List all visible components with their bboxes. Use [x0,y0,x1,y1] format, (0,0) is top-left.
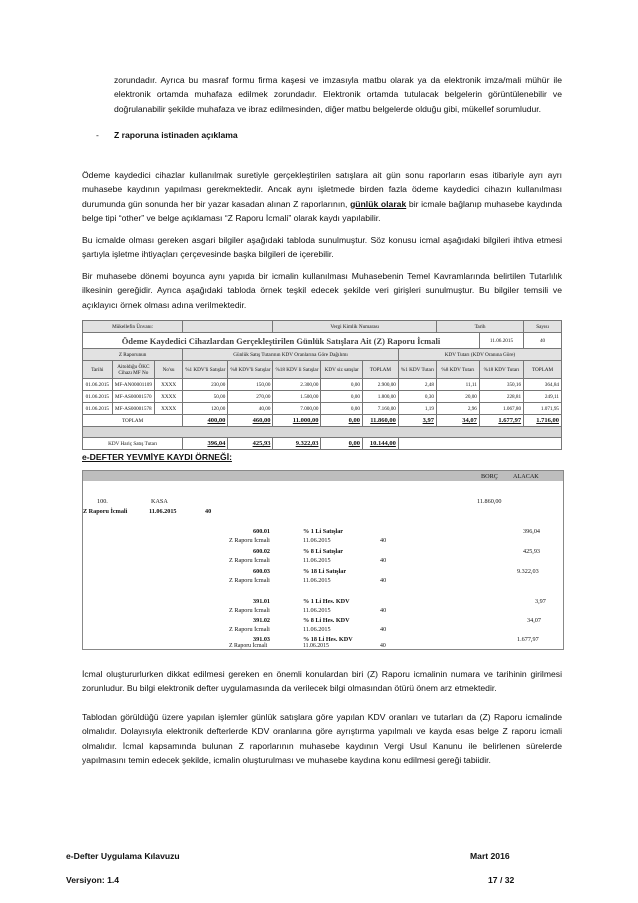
journal-main-date: 11.06.2015 [149,508,177,515]
entry-code: 391.01 [253,598,271,605]
table-cell: 01.06.2015 [83,391,113,403]
table-cell: XXXX [154,391,182,403]
col-header: %1 KDV Tutarı [398,361,436,379]
col-header: Aitoldığu ÖKC Cihazı MF No [112,361,154,379]
z-table-excl-row [83,438,562,450]
paragraph-1-text: Ödeme kaydedici cihazlar kullanılmak suretiyle gerçekleştirilen satışlara ait gün sonu raporların esas itibariyle ayrı ayrı muhasebe kaydının yapılması gerekmektedir. Ancak aynı işletmede birden fazla ödeme kaydedici cihazın kullanılması durumunda gün sonunda her bir yazar kasadan alınan Z raporlarının, [82,170,562,209]
taxpayer-value [183,321,273,333]
journal-main-doc: Z Raporu İcmali [83,508,128,515]
z-table-group-row [83,349,562,361]
entry-name: % 18 Li Satışlar [303,568,347,575]
entry-name: % 8 Li Hes. KDV [303,617,350,624]
excl-cell: 9.322,03 [273,438,321,450]
table-cell: 20,00 [436,391,479,403]
entry-name: % 8 Li Satışlar [303,548,344,555]
table-cell: 0,00 [321,403,363,415]
total-cell: 460,00 [228,415,273,427]
entry-doc: Z Raporu İcmali [229,607,270,614]
z-table-gap-row [83,427,562,438]
entry-amount: 34,07 [527,617,541,624]
paragraph-3: Bir muhasebe dönemi boyunca aynı yapıda bir icmalin kullanılması Muhasebenin Temel Kavramlarında belirtilen Tutarlılık ilkesinin gereğidir. Ayrıca aşağıdaki tabloda örnek teşkil edecek şekilde veri girişleri sunulmuştur. Bu bilgiler temsili ve açıklayıcı örnek olması adına verilmektedir. [82,271,562,310]
table-cell: 228,81 [479,391,523,403]
col-header: TOPLAM [362,361,398,379]
journal-main-code: 100. [97,498,108,505]
entry-name: % 18 Li Hes. KDV [303,636,353,643]
gap-cell [83,427,562,438]
entry-code: 600.03 [253,568,271,575]
z-table-top-row [83,321,562,333]
entry-code: 600.02 [253,548,271,555]
paragraph-1-highlight: günlük olarak [350,198,407,209]
footer-doc-title: e-Defter Uygulama Kılavuzu [66,851,180,861]
entry-no: 40 [380,643,386,649]
table-cell: 2.300,00 [273,379,321,391]
excl-cell: 10.144,00 [362,438,398,450]
entry-no: 40 [380,577,387,584]
entry-doc: Z Raporu İcmali [229,577,270,584]
group-daily: Günlük Satış Tutarının KDV Oranlarına Göre Dağılımı [183,349,399,361]
table-cell: 2,96 [436,403,479,415]
journal-main-amount: 11.860,00 [477,498,502,505]
entry-doc: Z Raporu İcmali [229,537,270,544]
journal-credit-header: ALACAK [513,473,539,480]
intro-paragraph: zorundadır. Ayrıca bu masraf formu firma kaşesi ve imzasıyla matbu olarak ya da elektronik imza/mali mühür ile elektronik ortamda muhafaza edilmek zorundadır. Elektronik ortamda tutulacak belgelerin görüntülenebilir ve doğrulanabilir şekilde muhafaza ve ibraz edilmesinden, diğer matbu belgelerde olduğu gibi, mükellef sorumludur. [114,75,562,114]
table-cell: 270,00 [228,391,273,403]
table-cell: 150,00 [228,379,273,391]
entry-doc: Z Raporu İcmali [229,626,270,633]
col-header: %1 KDV'li Satışlar [183,361,228,379]
journal-box [82,470,564,650]
total-cell: 1.677,97 [479,415,523,427]
table-row [83,391,562,403]
entry-amount: 396,04 [523,528,541,535]
z-table-header-row [83,361,562,379]
table-cell: 2,48 [398,379,436,391]
entry-amount: 425,93 [523,548,541,555]
group-kdv: KDV Tutarı (KDV Oranına Göre) [398,349,561,361]
entry-amount: 3,97 [535,598,546,605]
date-label: Tarih [436,321,523,333]
table-cell: 2.900,00 [362,379,398,391]
entry-amount: 9.322,03 [517,568,539,575]
table-cell: 249,11 [524,391,562,403]
entry-no: 40 [380,607,387,614]
col-header: TOPLAM [524,361,562,379]
entry-code: 391.02 [253,617,271,624]
total-label: TOPLAM [83,415,183,427]
no-label: Sayısı [524,321,562,333]
table-cell: MF-AS00001570 [112,391,154,403]
footer-date: Mart 2016 [470,851,510,861]
table-cell: MF-AS00001578 [112,403,154,415]
entry-no: 40 [380,537,387,544]
table-cell: XXXX [154,379,182,391]
entry-date: 11.06.2015 [303,626,331,633]
table-cell: 40,00 [228,403,273,415]
total-cell: 0,00 [321,415,363,427]
entry-date: 11.06.2015 [303,557,331,564]
table-cell: 01.06.2015 [83,403,113,415]
table-cell: 1,19 [398,403,436,415]
table-cell: 350,16 [479,379,523,391]
paragraph-1-text-end: bir icmale bağlanıp muhasebe kaydında belge tipi “other” ve belge açıklaması “Z Raporu İcmali” olarak kaydı yapılabilir. [82,198,562,223]
total-cell: 400,00 [183,415,228,427]
paragraph-5: Tablodan görüldüğü üzere yapılan işlemler günlük satışlara göre yapılan KDV oranları ve tutarları da (Z) Raporu icmalinde olmalıdır. Dolayısıyla elektronik defterlerde KDV oranlarına göre ayrıştırma yapılmalı ve kayda esas belge Z raporu icmali olmalıdır. İcmal kapsamında bulunan Z raporlarının muhasebe kaydının Vergi Usul Kanunu ile belirlenen sürelerde yapılmasını temin edecek şekilde, icmalin oluşturulması ve muhasebe kaydına konu edilmesi gereği tabiidir. [82,712,562,765]
total-cell: 1.716,00 [524,415,562,427]
excl-empty [398,438,561,450]
journal-main-no: 40 [205,508,212,515]
col-header: Tarihi [83,361,113,379]
entry-date: 11.06.2015 [303,607,331,614]
z-table-title-date: 11.06.2015 [479,333,523,349]
col-header: No'su [154,361,182,379]
entry-name: % 1 Li Hes. KDV [303,598,350,605]
table-cell: 7.000,00 [273,403,321,415]
table-cell: XXXX [154,403,182,415]
paragraph-2: Bu icmalde olması gereken asgari bilgiler aşağıdaki tabloda sunulmuştur. Söz konusu icmal aşağıdaki bilgileri ihtiva etmesi şartıyla işletme ihtiyaçları çerçevesinde başka bilgileri de içerebilir. [82,235,562,260]
z-table-title-row [83,333,562,349]
col-header: %18 KDV li Satışlar [273,361,321,379]
entry-doc: Z Raporu İcmali [229,643,268,649]
footer-version: Versiyon: 1.4 [66,875,120,885]
table-cell: 50,00 [183,391,228,403]
col-header: %8 KDV'li Satışlar [228,361,273,379]
taxpayer-label: Mükellefin Ünvanı: [83,321,183,333]
table-cell: 1.067,80 [479,403,523,415]
excl-cell: 396,04 [183,438,228,450]
total-cell: 3,97 [398,415,436,427]
table-cell: 01.06.2015 [83,379,113,391]
entry-no: 40 [380,626,387,633]
entry-amount: 1.677,97 [517,636,539,643]
table-row [83,379,562,391]
tax-id-label: Vergi Kimlik Numarası [273,321,437,333]
table-cell: 230,00 [183,379,228,391]
entry-date: 11.06.2015 [303,577,331,584]
paragraph-4: İcmal oluştururlurken dikkat edilmesi gereken en önemli konulardan biri (Z) Raporu icmalinin numara ve tarihinin girilmesi zorunludur. Bu bilgi elektronik defter uygulamasında da verilecek bilgi olmasından ötürü önem arz etmektedir. [82,669,562,694]
entry-doc: Z Raporu İcmali [229,557,270,564]
z-table-title-no: 40 [524,333,562,349]
total-cell: 34,07 [436,415,479,427]
table-cell: MF-AN00001109 [112,379,154,391]
col-header: KDV siz satışlar [321,361,363,379]
table-cell: 11,11 [436,379,479,391]
table-cell: 1.800,00 [362,391,398,403]
entry-code: 391.03 [253,636,271,643]
entry-no: 40 [380,557,387,564]
col-header: %8 KDV Tutarı [436,361,479,379]
entry-date: 11.06.2015 [303,643,329,649]
excl-cell: 425,93 [228,438,273,450]
section-bullet: - [96,130,99,140]
table-row [83,403,562,415]
col-header: %18 KDV Tutarı [479,361,523,379]
entry-date: 11.06.2015 [303,537,331,544]
z-table-title: Ödeme Kaydedici Cihazlardan Gerçekleştirilen Günlük Satışlara Ait (Z) Raporu İcmali [83,333,480,349]
table-cell: 0,30 [398,391,436,403]
journal-title: e-DEFTER YEVMİYE KAYDI ÖRNEĞİ: [82,452,232,462]
entry-name: % 1 Li Satışlar [303,528,344,535]
total-cell: 11.000,00 [273,415,321,427]
group-z-raporu: Z Raporunun [83,349,183,361]
journal-debit-header: BORÇ [481,473,498,480]
total-cell: 11.860,00 [362,415,398,427]
table-cell: 0,00 [321,379,363,391]
table-cell: 7.160,00 [362,403,398,415]
table-cell: 0,00 [321,391,363,403]
z-table-total-row [83,415,562,427]
table-cell: 1.071,95 [524,403,562,415]
table-cell: 120,00 [183,403,228,415]
footer-page-number: 17 / 32 [488,875,515,885]
table-cell: 364,84 [524,379,562,391]
entry-code: 600.01 [253,528,271,535]
paragraph-1 [82,168,562,225]
section-title: Z raporuna istinaden açıklama [114,130,238,140]
journal-main-account: KASA [151,498,168,505]
table-cell: 1.500,00 [273,391,321,403]
z-report-table [82,320,562,450]
excl-label: KDV Hariç Satış Tutarı [83,438,183,450]
excl-cell: 0,00 [321,438,363,450]
